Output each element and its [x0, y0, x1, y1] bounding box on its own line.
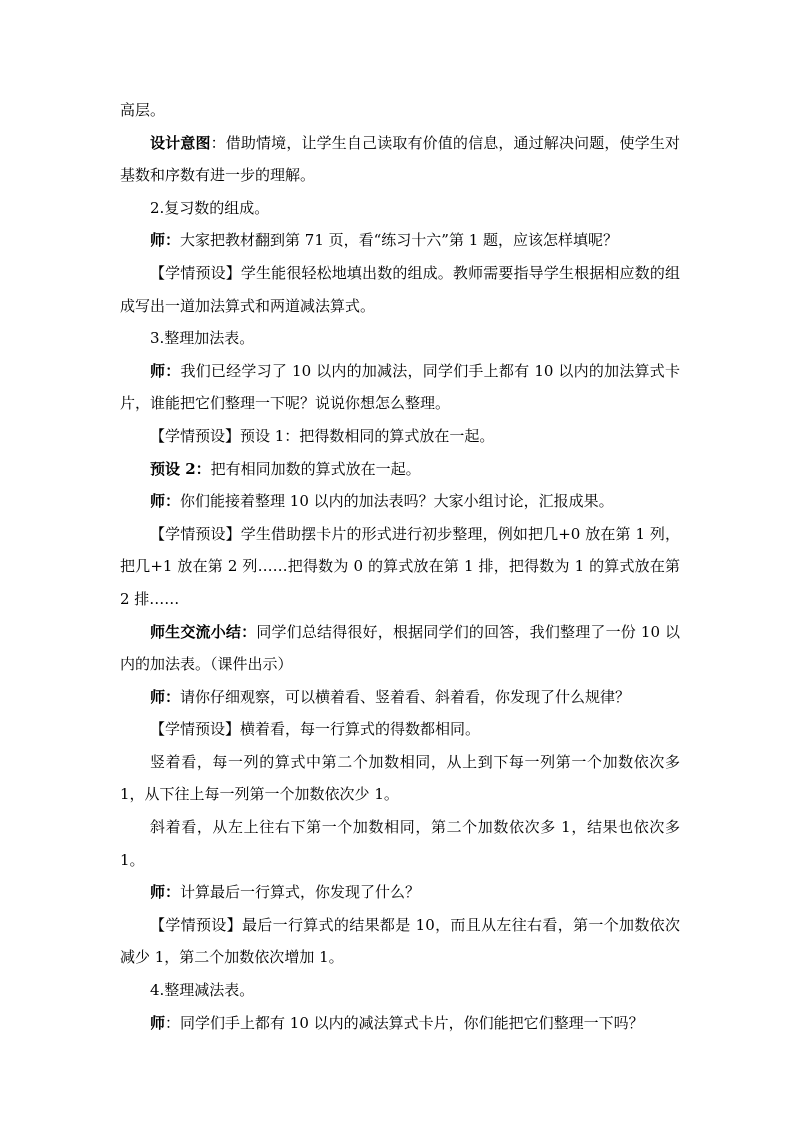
paragraph-text: 4.整理减法表。 [150, 981, 255, 1000]
paragraph-text: 请你仔细观察，可以横着看、竖着看、斜着看，你发现了什么规律？ [180, 687, 631, 706]
paragraph-text: 竖着看，每一列的算式中第二个加数相同，从上到下每一列第一个加数依次多 1，从下往上每一列第一个加数依次少 1。 [120, 752, 680, 804]
paragraph-text: 【学情预设】预设 1：把得数相同的算式放在一起。 [150, 426, 495, 445]
paragraph-lead: 师 [150, 1013, 166, 1032]
paragraph-text: ：同学们手上都有 10 以内的减法算式卡片，你们能把它们整理一下吗？ [165, 1013, 644, 1032]
paragraph-text: 同学们总结得很好，根据同学们的回答，我们整理了一份 10 以内的加法表。（课件出示） [120, 622, 680, 674]
paragraph-text: 3.整理加法表。 [150, 329, 255, 348]
paragraph-prediction [120, 257, 680, 322]
paragraph-prediction [120, 518, 680, 616]
paragraph-text: 把有相同加数的算式放在一起。 [210, 459, 421, 478]
paragraph-text: 2.复习数的组成。 [150, 198, 270, 217]
paragraph-lead: 师生交流小结： [150, 622, 257, 641]
paragraph-teacher [120, 224, 680, 257]
paragraph-teacher [120, 1007, 680, 1040]
paragraph-lead: 师： [150, 687, 181, 706]
document-page [120, 94, 680, 1039]
paragraph-text: 大家把教材翻到第 71 页，看“练习十六”第 1 题，应该怎样填呢？ [180, 231, 619, 250]
paragraph-continuation [120, 94, 680, 127]
paragraph-teacher [120, 681, 680, 714]
paragraph-text: 高层。 [120, 101, 166, 119]
paragraph-prediction [120, 420, 680, 453]
paragraph-text: ：借助情境，让学生自己读取有价值的信息，通过解决问题，使学生对基数和序数有进一步的理解。 [120, 133, 680, 185]
paragraph-design-intent [120, 127, 680, 192]
section-heading [120, 974, 680, 1007]
paragraph-summary [120, 616, 680, 681]
paragraph-text: 斜着看，从左上往右下第一个加数相同，第二个加数依次多 1，结果也依次多 1。 [120, 818, 680, 869]
paragraph-text: 【学情预设】横着看，每一行算式的得数都相同。 [150, 720, 481, 739]
paragraph-lead: 师： [150, 361, 181, 380]
paragraph-text: 你们能接着整理 10 以内的加法表吗？大家小组讨论，汇报成果。 [180, 492, 614, 511]
paragraph-text: 【学情预设】学生借助摆卡片的形式进行初步整理，例如把几+0 放在第 1 列，把几+1 放在第 2 列……把得数为 0 的算式放在第 1 排，把得数为 1 的算式放在第 2 排…… [120, 524, 680, 608]
paragraph-text: 我们已经学习了 10 以内的加减法，同学们手上都有 10 以内的加法算式卡片，谁能把它们整理一下呢？说说你想怎么整理。 [120, 361, 680, 413]
paragraph-text: 【学情预设】学生能很轻松地填出数的组成。教师需要指导学生根据相应数的组成写出一道加法算式和两道减法算式。 [120, 263, 680, 315]
paragraph-observation [120, 746, 680, 811]
paragraph-observation [120, 811, 680, 876]
paragraph-lead: 设计意图 [150, 133, 211, 152]
paragraph-teacher [120, 355, 680, 420]
paragraph-text: 计算最后一行算式，你发现了什么？ [180, 883, 421, 902]
paragraph-preset [120, 453, 680, 486]
paragraph-teacher [120, 876, 680, 909]
paragraph-lead: 师： [150, 883, 181, 902]
paragraph-lead: 师： [150, 492, 181, 511]
paragraph-prediction [120, 713, 680, 746]
paragraph-lead: 师： [150, 231, 181, 250]
paragraph-prediction [120, 909, 680, 974]
section-heading [120, 192, 680, 225]
paragraph-teacher [120, 485, 680, 518]
section-heading [120, 322, 680, 355]
paragraph-lead: 预设 2： [150, 459, 211, 478]
paragraph-text: 【学情预设】最后一行算式的结果都是 10，而且从左往右看，第一个加数依次减少 1，第二个加数依次增加 1。 [120, 915, 680, 967]
